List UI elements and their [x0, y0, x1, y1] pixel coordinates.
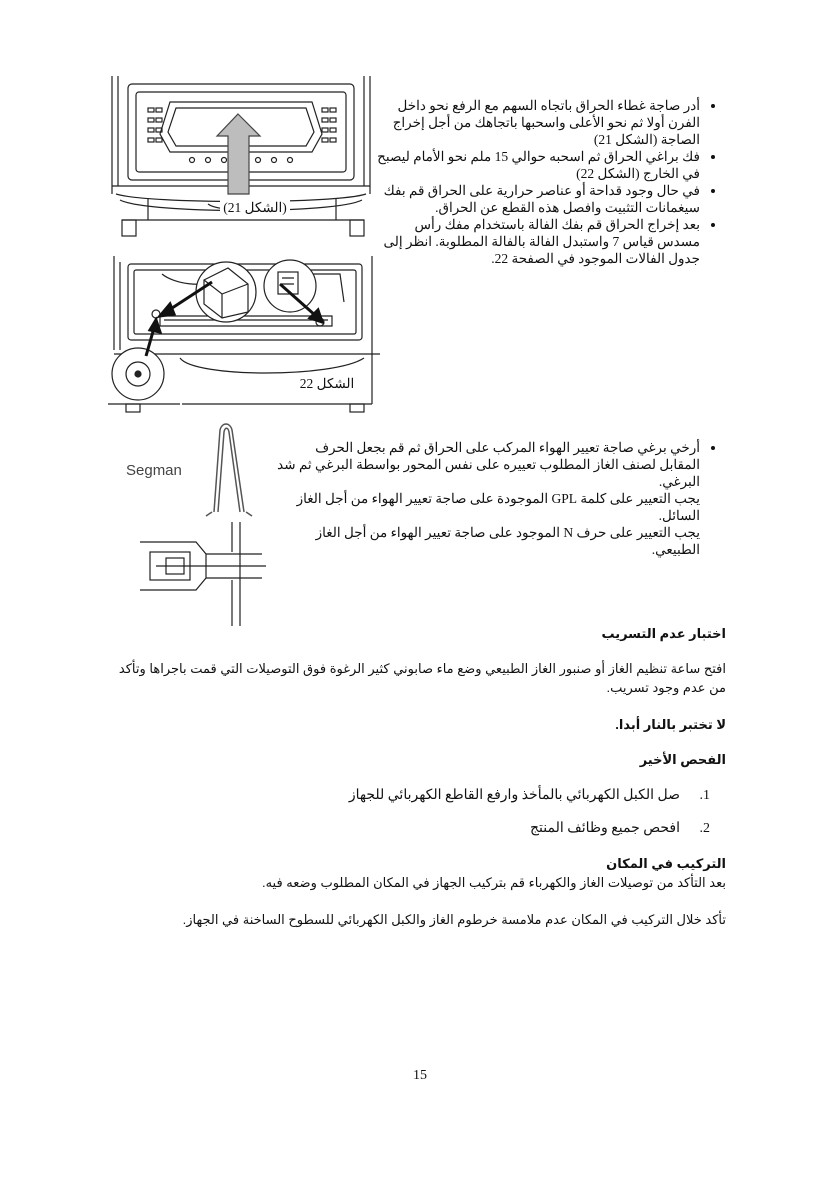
- air-adjust-step: • أرخي برغي صاجة تعيير الهواء المركب على الحراق ثم قم بجعل الحرف المقابل لصنف الغاز المطلوب تعييره على نفس المحور بواسطة البرغي ثم شد البرغي.: [276, 439, 700, 490]
- burner-step-1: • أدر صاجة غطاء الحراق باتجاه السهم مع الرفع نحو داخل الفرن أولا ثم نحو الأعلى واسحبها باتجاهك من أجل إخراج الصاجة (الشكل 21): [376, 97, 700, 148]
- burner-step-4: • بعد إخراج الحراق قم بفك الفالة باستخدام مفك رأس مسدس قياس 7 واستبدل الفالة بالفالة المطلوبة. انظر إلى جدول الفالات الموجود في الصفحة 22.: [376, 216, 700, 267]
- burner-step-2: • فك براغي الحراق ثم اسحبه حوالي 15 ملم نحو الأمام ليصبح في الخارج (الشكل 22): [376, 148, 700, 182]
- figure-22: [104, 254, 380, 414]
- figure-21-caption: (الشكل 21): [220, 200, 290, 216]
- final-check-title: الفحص الأخير: [639, 752, 726, 767]
- air-plate-figure: [136, 522, 266, 626]
- final-check-text-2: افحص جميع وظائف المنتج: [530, 821, 680, 836]
- leak-test-warning: لا تختبر بالنار أبدا.: [615, 717, 726, 732]
- final-check-text-1: صل الكبل الكهربائي بالمأخذ وارفع القاطع الكهربائي للجهاز: [348, 788, 680, 803]
- burner-step-3: • في حال وجود قداحة أو عناصر حرارية على الحراق قم بفك سيغمانات التثبيت وافصل هذه القطع عن الحراق.: [376, 182, 700, 216]
- burner-steps: [376, 97, 714, 267]
- figure-21-drawing: [108, 74, 378, 250]
- leak-test-body: افتح ساعة تنظيم الغاز أو صنبور الغاز الطبيعي وضع ماء صابوني كثير الرغوة فوق التوصيلات التي قمت باجراها وتأكد من عدم وجود تسريب.: [118, 661, 726, 695]
- placement-body-2: تأكد خلال التركيب في المكان عدم ملامسة خرطوم الغاز والكبل الكهربائي للسطوح الساخنة في الجهاز.: [182, 912, 726, 927]
- figure-21: [108, 74, 378, 250]
- segman-label: Segman: [126, 462, 182, 479]
- final-check-number-1: 1.: [699, 788, 710, 803]
- segman-figure: [120, 420, 260, 520]
- air-adjust-list: [276, 439, 714, 490]
- placement-title: التركيب في المكان: [606, 856, 726, 871]
- final-check-item-1: [300, 787, 710, 804]
- figure-22-caption: الشكل 22: [292, 376, 362, 392]
- air-adjust-section: [276, 439, 714, 558]
- air-adjust-note-gpl: يجب التعيير على كلمة GPL الموجودة على صاجة تعيير الهواء من أجل الغاز السائل.: [296, 491, 700, 523]
- air-adjust-note-n: يجب التعيير على حرف N الموجود على صاجة تعيير الهواء من أجل الغاز الطبيعي.: [315, 525, 700, 557]
- leak-test-title: اختبار عدم التسريب: [601, 626, 726, 641]
- burner-steps-list: [376, 97, 714, 267]
- placement-body: بعد التأكد من توصيلات الغاز والكهرباء قم بتركيب الجهاز في المكان المطلوب وضعه فيه.: [261, 875, 726, 890]
- air-plate-drawing: [136, 522, 266, 626]
- page-number: 15: [413, 1068, 427, 1083]
- final-check-number-2: 2.: [699, 821, 710, 836]
- final-check-item-2: [300, 820, 710, 837]
